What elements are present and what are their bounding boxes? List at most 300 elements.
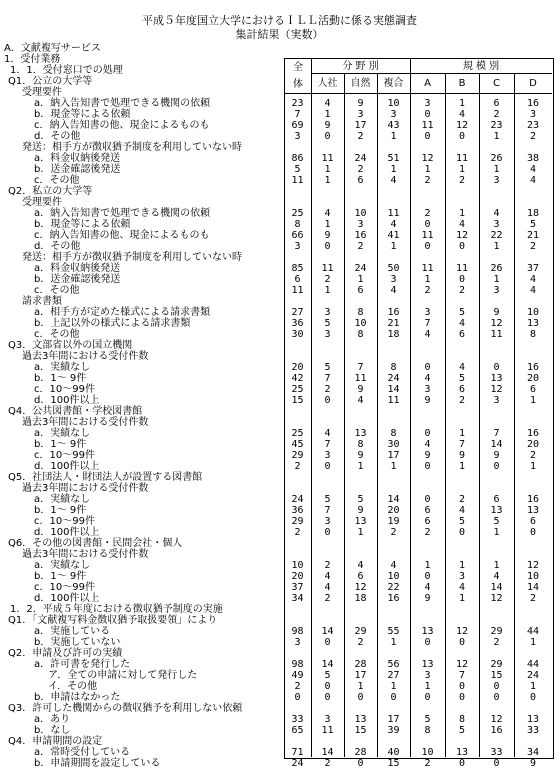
table-cell: 13 [526,505,540,516]
table-cell: 24 [291,494,304,505]
row-label: d．100件以上 [34,527,100,538]
table-cell: 0 [529,527,537,538]
row-label: d．100件以上 [34,593,100,604]
table-cell: 45 [291,439,304,450]
table-cell: 11 [387,395,400,406]
table-cell: 56 [387,659,400,670]
table-cell: 0 [493,758,500,769]
row-label: 過去3年間における受付件数 [22,351,149,362]
table-cell: 5 [324,362,331,373]
row-label: a．相手方が定めた様式による請求書類 [34,307,211,318]
table-cell: 4 [458,505,466,516]
table-cell: 0 [458,131,466,142]
table-cell: 27 [291,307,304,318]
row-label: c．その他 [34,329,80,340]
table-cell: 12 [490,384,503,395]
table-cell: 55 [387,626,400,637]
row-label: b．申請期間を設定している [34,758,161,769]
table-cell: 11 [421,230,434,241]
table-cell: 17 [354,120,367,131]
table-cell: 10 [387,571,400,582]
table-cell: 5 [324,670,331,681]
table-cell: 1 [458,428,466,439]
table-cell: 2 [529,593,537,604]
table-cell: 8 [529,329,537,340]
table-cell: 10 [526,307,540,318]
table-cell: 14 [387,384,400,395]
row-label: a．あり [34,714,71,725]
table-cell: 33 [526,725,540,736]
table-cell: 30 [387,439,400,450]
table-cell: 4 [357,395,364,406]
table-cell: 11 [421,263,434,274]
table-cell: 1 [458,98,466,109]
table-cell: 0 [324,527,331,538]
row-label: b．現金等による依頼 [34,109,131,120]
header-col-shizen: 自然 [350,78,371,89]
table-cell: 1 [458,461,466,472]
table-cell: 1 [390,241,397,252]
table-cell: 44 [526,626,540,637]
table-cell: 20 [526,373,540,384]
row-label: a．実績なし [34,362,91,373]
table-cell: 42 [291,373,304,384]
table-cell: 37 [291,582,304,593]
table-cell: 3 [324,450,331,461]
row-label: b．現金等による依頼 [34,219,131,230]
table-cell: 5 [458,725,466,736]
row-label: b．1～ 9件 [34,505,87,516]
table-cell: 2 [529,131,537,142]
row-label: a．実績なし [34,494,91,505]
row-label: d．100件以上 [34,461,100,472]
table-cell: 13 [526,318,540,329]
table-cell: 85 [291,263,304,274]
table-cell: 0 [324,637,331,648]
table-cell: 13 [354,516,367,527]
table-cell: 21 [526,230,540,241]
table-cell: 6 [458,384,466,395]
table-cell: 0 [458,758,466,769]
table-cell: 29 [291,516,304,527]
table-cell: 29 [490,626,503,637]
table-cell: 34 [526,747,540,758]
table-cell: 19 [387,516,400,527]
table-cell: 0 [324,131,331,142]
table-cell: 2 [294,681,301,692]
table-cell: 0 [458,527,466,538]
table-cell: 10 [387,98,400,109]
table-cell: 0 [493,681,500,692]
table-cell: 2 [424,175,431,186]
table-cell: 1 [424,560,431,571]
table-cell: 4 [324,208,331,219]
table-cell: 6 [357,175,364,186]
table-cell: 1 [424,164,431,175]
table-cell: 5 [324,494,331,505]
table-cell: 18 [526,208,540,219]
row-label: b．1～ 9件 [34,439,87,450]
table-cell: 11 [490,329,503,340]
table-cell: 11 [455,263,469,274]
row-label: a．料金収納後発送 [34,153,121,164]
table-cell: 2 [458,494,466,505]
table-cell: 12 [354,582,367,593]
table-cell: 1 [324,109,331,120]
row-label: d．その他 [34,131,81,142]
table-cell: 1 [458,164,466,175]
table-cell: 3 [357,109,364,120]
row-label: 請求書類 [22,296,62,307]
header-scale-group: 規 模 別 [462,61,500,72]
table-cell: 26 [490,263,503,274]
row-label: b．送金確認後発送 [34,274,121,285]
table-cell: 39 [387,725,400,736]
table-cell: 14 [321,659,334,670]
row-label: b．1～ 9件 [34,571,87,582]
header-bottom [284,93,552,94]
table-cell: 23 [526,120,540,131]
table-cell: 11 [455,153,469,164]
table-cell: 0 [458,692,466,703]
table-cell: 4 [390,560,397,571]
table-cell: 15 [387,758,400,769]
table-cell: 4 [458,109,466,120]
row-label: Q2．申請及び許可の実績 [8,648,123,659]
table-cell: 5 [294,164,301,175]
table-cell: 1 [458,208,466,219]
table-cell: 38 [526,153,540,164]
table-cell: 1 [493,241,500,252]
table-cell: 0 [493,692,500,703]
table-cell: 3 [458,571,466,582]
document-title: 平成５年度国立大学におけるＩＬＬ活動に係る実態調査 [142,14,417,27]
row-label: Q4．公共図書館・学校図書館 [8,406,143,417]
row-label: c．10～99件 [34,450,95,461]
row-label: 発送：相手方が徴収猶予制度を利用していない時 [22,252,242,263]
table-cell: 28 [354,659,367,670]
table-cell: 4 [324,98,331,109]
table-cell: 7 [493,428,500,439]
table-cell: 9 [424,450,431,461]
table-cell: 7 [324,373,331,384]
table-cell: 69 [291,120,304,131]
table-cell: 5 [458,307,466,318]
table-cell: 14 [490,439,503,450]
table-cell: 24 [291,758,304,769]
table-cell: 11 [387,208,400,219]
table-cell: 2 [324,758,331,769]
table-cell: 11 [321,263,334,274]
table-cell: 0 [424,109,431,120]
table-cell: 24 [354,263,367,274]
table-cell: 4 [424,373,431,384]
table-cell: 27 [387,670,400,681]
row-label: イ．その他 [48,681,98,692]
table-cell: 15 [291,395,304,406]
table-cell: 40 [387,747,400,758]
row-label: a．納入告知書で処理できる機関の依頼 [34,208,211,219]
header-field-group: 分 野 別 [342,61,379,72]
row-label: Q2．私立の大学等 [8,186,93,197]
table-cell: 0 [424,131,431,142]
table-cell: 10 [354,208,367,219]
table-cell: 3 [390,274,397,285]
table-cell: 0 [390,692,397,703]
table-cell: 1 [357,681,364,692]
table-cell: 24 [526,670,540,681]
table-cell: 7 [324,505,331,516]
row-label: a．実績なし [34,560,91,571]
table-cell: 23 [291,98,304,109]
table-cell: 4 [529,285,537,296]
table-cell: 3 [390,109,397,120]
table-cell: 1 [424,681,431,692]
table-cell: 9 [493,307,500,318]
table-cell: 1 [390,637,397,648]
row-label: 過去3年間における受付件数 [22,483,149,494]
table-cell: 14 [490,582,503,593]
row-label: a．常時受付している [34,747,131,758]
table-cell: 5 [458,373,466,384]
table-cell: 9 [357,98,364,109]
table-cell: 1 [324,219,331,230]
row-label: Q3．文部省以外の国立機関 [8,340,133,351]
table-cell: 3 [424,670,431,681]
table-cell: 4 [529,164,537,175]
row-label: a．許可書を発行した [34,659,131,670]
row-label: c．その他 [34,285,80,296]
table-cell: 0 [357,692,364,703]
table-cell: 6 [357,285,364,296]
row-label: b．送金確認後発送 [34,164,121,175]
row-label: b．上記以外の様式による請求書類 [34,318,191,329]
table-cell: 0 [424,428,431,439]
table-cell: 0 [458,681,466,692]
table-cell: 0 [324,241,331,252]
table-cell: 4 [458,318,466,329]
table-cell: 23 [490,120,503,131]
table-cell: 2 [458,175,466,186]
table-cell: 11 [291,175,304,186]
row-label: c．10～99件 [34,582,95,593]
row-label: b．実施していない [34,637,121,648]
row-label: Q3．許可した機関からの徴収猶予を利用しない依頼 [8,703,243,714]
table-cell: 0 [493,362,500,373]
table-cell: 24 [387,373,400,384]
table-cell: 6 [424,505,431,516]
table-cell: 14 [321,747,334,758]
table-cell: 8 [390,362,397,373]
table-cell: 9 [357,505,364,516]
table-cell: 2 [493,637,500,648]
table-cell: 0 [424,241,431,252]
table-cell: 3 [324,329,331,340]
header-col-jinsha: 人社 [317,78,338,89]
table-cell: 4 [324,428,331,439]
table-cell: 5 [357,494,364,505]
table-cell: 29 [490,659,503,670]
table-cell: 12 [455,626,469,637]
header-col-b: B [458,78,466,89]
table-cell: 20 [387,505,400,516]
table-cell: 0 [458,241,466,252]
table-cell: 2 [424,208,431,219]
table-cell: 16 [387,307,400,318]
table-cell: 15 [490,670,503,681]
table-cell: 4 [458,362,466,373]
table-cell: 12 [526,560,540,571]
table-cell: 6 [424,516,431,527]
table-cell: 2 [390,527,397,538]
header-col-d: D [529,78,537,89]
header-col-fukugo: 複合 [383,78,404,89]
table-cell: 1 [324,175,331,186]
table-cell: 22 [387,582,400,593]
table-cell: 2 [529,241,537,252]
table-cell: 7 [324,439,331,450]
table-cell: 12 [490,714,503,725]
table-cell: 9 [324,230,331,241]
table-cell: 6 [493,98,500,109]
table-cell: 1 [390,681,397,692]
table-cell: 17 [387,714,400,725]
table-cell: 6 [357,571,364,582]
table-cell: 2 [424,527,431,538]
table-cell: 3 [294,637,301,648]
table-cell: 2 [357,164,364,175]
table-cell: 3 [357,219,364,230]
table-cell: 11 [291,285,304,296]
table-cell: 8 [458,714,466,725]
table-cell: 3 [424,384,431,395]
table-cell: 9 [458,450,466,461]
table-cell: 4 [493,208,500,219]
table-cell: 66 [291,230,304,241]
table-cell: 0 [324,395,331,406]
table-cell: 3 [493,175,500,186]
table-cell: 1 [390,131,397,142]
table-cell: 0 [529,692,537,703]
row-label: 受理要件 [22,87,62,98]
table-cell: 3 [424,98,431,109]
table-cell: 2 [493,109,500,120]
table-cell: 29 [291,450,304,461]
table-cell: 13 [490,505,503,516]
table-cell: 4 [529,274,537,285]
row-label: b．1～ 9件 [34,373,87,384]
document-subtitle: 集計結果（実数） [235,28,324,41]
table-cell: 71 [291,747,304,758]
table-cell: 6 [493,494,500,505]
table-cell: 2 [424,758,431,769]
row-label: ア．全ての申請に対して発行した [48,670,198,681]
row-label: a．実績なし [34,428,91,439]
table-cell: 0 [458,637,466,648]
row-label: Q1．公立の大学等 [8,76,93,87]
row-label: a．納入告知書で処理できる機関の依頼 [34,98,211,109]
table-cell: 0 [424,362,431,373]
table-cell: 7 [458,670,466,681]
table-cell: 7 [294,109,301,120]
table-cell: 43 [387,120,400,131]
table-cell: 1 [357,461,364,472]
table-cell: 34 [291,593,304,604]
table-cell: 2 [357,131,364,142]
table-cell: 4 [324,571,331,582]
table-cell: 8 [357,307,364,318]
table-cell: 1 [529,637,537,648]
table-cell: 11 [354,373,367,384]
table-cell: 13 [421,659,434,670]
table-cell: 2 [324,593,331,604]
table-cell: 8 [424,725,431,736]
table-cell: 2 [324,384,331,395]
table-cell: 9 [493,450,500,461]
table-cell: 14 [387,494,400,505]
table-cell: 2 [458,285,466,296]
table-cell: 1 [390,164,397,175]
table-cell: 21 [387,318,400,329]
table-cell: 28 [354,747,367,758]
table-cell: 12 [455,230,469,241]
table-cell: 7 [424,318,431,329]
table-cell: 17 [387,450,400,461]
table-cell: 20 [291,571,304,582]
table-cell: 4 [424,439,431,450]
table-cell: 51 [387,153,400,164]
table-cell: 16 [526,98,540,109]
table-cell: 4 [493,571,500,582]
table-cell: 16 [526,494,540,505]
row-label: 発送：相手方が徴収猶予制度を利用していない時 [22,142,242,153]
table-cell: 12 [421,153,434,164]
table-cell: 11 [321,725,334,736]
table-cell: 3 [324,307,331,318]
table-cell: 12 [455,659,469,670]
table-cell: 4 [458,219,466,230]
table-cell: 13 [354,428,367,439]
table-cell: 33 [291,714,304,725]
table-cell: 13 [354,714,367,725]
row-label: b．なし [34,725,71,736]
table-cell: 16 [490,725,503,736]
table-cell: 50 [387,263,400,274]
table-cell: 2 [324,560,331,571]
table-cell: 17 [354,670,367,681]
table-cell: 0 [324,692,331,703]
table-cell: 1 [424,274,431,285]
table-cell: 0 [424,219,431,230]
table-cell: 4 [424,329,431,340]
row-label: c．その他 [34,175,80,186]
table-cell: 98 [291,626,304,637]
row-label: 過去3年間における受付件数 [22,417,149,428]
row-label: Q1．「文献複写料金徴収猶予取扱要領」により [8,615,218,626]
table-cell: 2 [424,285,431,296]
table-cell: 2 [357,637,364,648]
table-cell: 98 [291,659,304,670]
table-cell: 9 [529,758,537,769]
table-cell: 6 [529,516,537,527]
table-cell: 3 [493,219,500,230]
table-cell: 3 [294,131,301,142]
table-cell: 8 [294,219,301,230]
table-cell: 0 [324,681,331,692]
table-cell: 36 [291,318,304,329]
table-cell: 22 [490,230,503,241]
row-label: d．100件以上 [34,395,100,406]
